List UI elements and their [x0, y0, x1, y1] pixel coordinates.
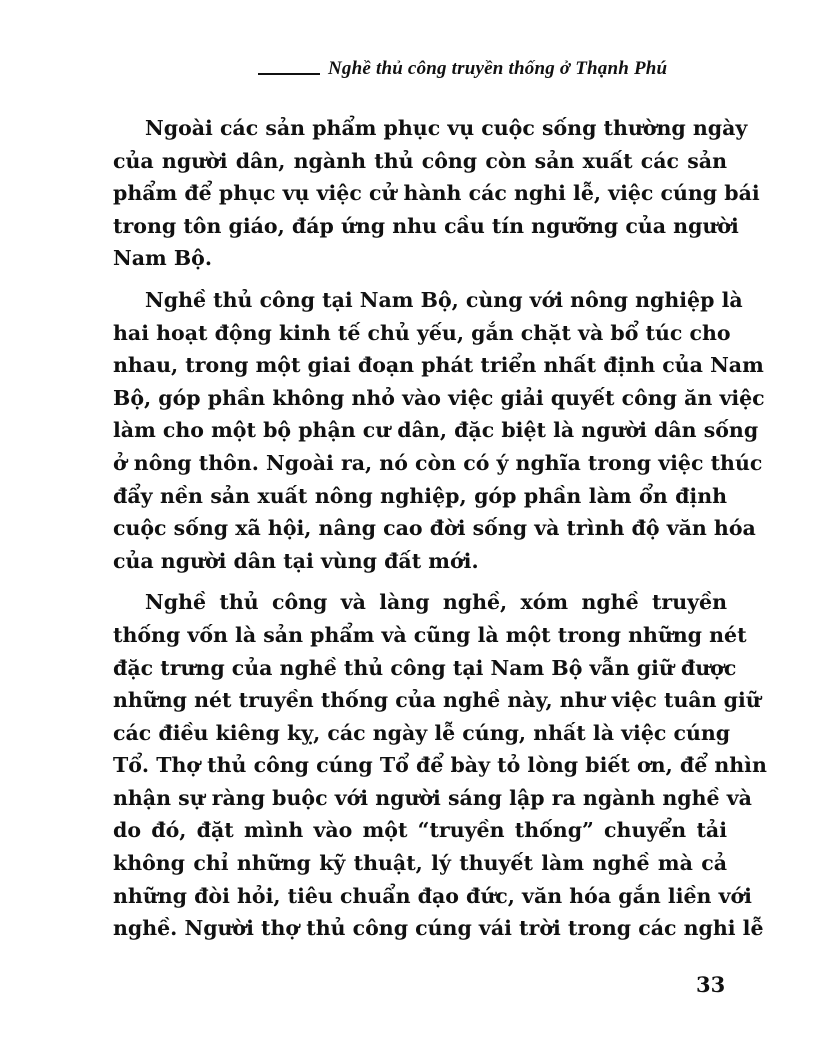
text-line: phẩm để phục vụ việc cử hành các nghi lễ, việc cúng bái	[113, 181, 760, 206]
running-header	[258, 58, 728, 80]
text-line: nghề. Người thợ thủ công cúng vái trời trong các nghi lễ	[113, 916, 764, 941]
text-line: những đòi hỏi, tiêu chuẩn đạo đức, văn hóa gắn liền với	[113, 883, 752, 908]
text-line: Ngoài các sản phẩm phục vụ cuộc sống thường ngày	[145, 116, 748, 140]
text-line: không chỉ những kỹ thuật, lý thuyết làm nghề mà cả	[113, 851, 727, 876]
body-text	[113, 112, 767, 954]
text-line: những nét truyền thống của nghề này, như việc tuân giữ	[113, 688, 761, 713]
paragraph	[113, 284, 765, 577]
paragraph	[113, 112, 760, 275]
text-line: làm cho một bộ phận cư dân, đặc biệt là người dân sống	[113, 418, 759, 443]
text-line: của người dân, ngành thủ công còn sản xuất các sản	[113, 148, 727, 173]
text-line: Bộ, góp phần không nhỏ vào việc giải quyết công ăn việc	[113, 385, 765, 410]
text-line: ở nông thôn. Ngoài ra, nó còn có ý nghĩa trong việc thúc	[113, 450, 763, 475]
text-line: Nghề thủ công và làng nghề, xóm nghề truyền	[145, 590, 727, 615]
text-line: các điều kiêng kỵ, các ngày lễ cúng, nhất là việc cúng	[113, 720, 731, 745]
text-line: Nghề thủ công tại Nam Bộ, cùng với nông nghiệp là	[145, 287, 743, 312]
text-line: nhau, trong một giai đoạn phát triển nhất định của Nam	[113, 353, 764, 378]
text-line: Nam Bộ.	[113, 246, 212, 271]
text-line: nhận sự ràng buộc với người sáng lập ra ngành nghề và	[113, 785, 752, 810]
text-line: hai hoạt động kinh tế chủ yếu, gắn chặt và bổ túc cho	[113, 320, 731, 345]
running-title: Nghề thủ công truyền thống ở Thạnh Phú	[328, 58, 668, 79]
text-line: cuộc sống xã hội, nâng cao đời sống và trình độ văn hóa	[113, 516, 756, 541]
text-line: do đó, đặt mình vào một “truyền thống” chuyển tải	[113, 818, 727, 843]
text-line: đặc trưng của nghề thủ công tại Nam Bộ vẫn giữ được	[113, 655, 737, 680]
page-number: 33	[696, 972, 726, 997]
header-rule	[258, 73, 320, 75]
text-line: của người dân tại vùng đất mới.	[113, 548, 479, 573]
text-line: đẩy nền sản xuất nông nghiệp, góp phần làm ổn định	[113, 483, 727, 508]
paragraph	[113, 586, 767, 945]
text-line: thống vốn là sản phẩm và cũng là một trong những nét	[113, 622, 747, 647]
text-line: Tổ. Thợ thủ công cúng Tổ để bày tỏ lòng biết ơn, để nhìn	[113, 753, 767, 778]
text-line: trong tôn giáo, đáp ứng nhu cầu tín ngưỡng của người	[113, 213, 739, 238]
